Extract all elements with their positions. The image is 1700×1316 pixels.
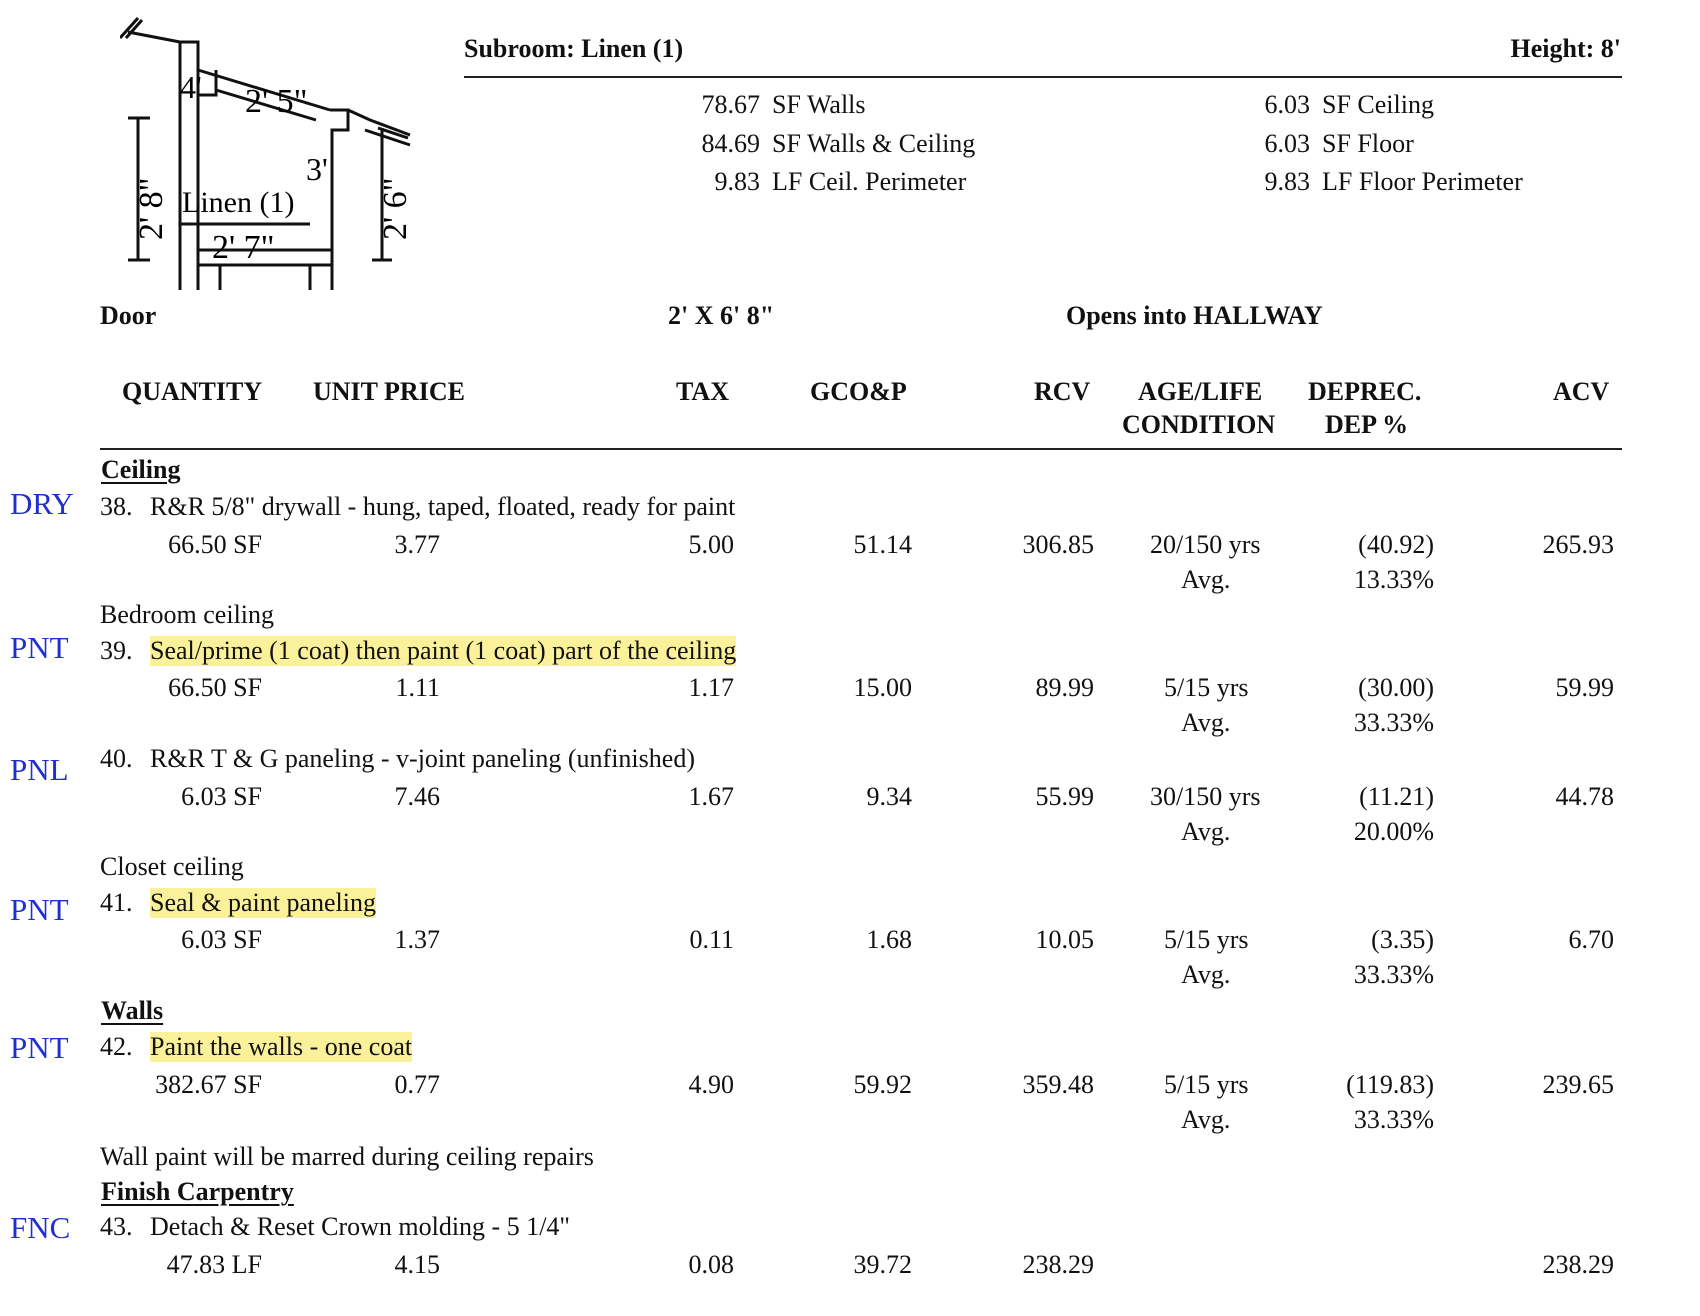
header-dep-pct: DEP % [1325,410,1409,439]
sketch-dim-bottom: 2' 7" [212,229,275,266]
header-deprec: DEPREC. [1308,377,1422,406]
door-opens: Opens into HALLWAY [1066,301,1323,330]
section-walls: Walls [101,996,164,1025]
header-acv: ACV [1553,377,1610,406]
door-label: Door [100,301,157,330]
item-description: Seal/prime (1 coat) then paint (1 coat) part of the ceiling [150,636,737,665]
header-age-life: AGE/LIFE [1138,377,1263,406]
item-description: R&R 5/8" drywall - hung, taped, floated, ready for paint [150,492,736,521]
header-unit-price: UNIT PRICE [313,377,465,406]
note-bedroom-ceiling: Bedroom ceiling [100,600,275,629]
header-divider [100,448,1622,450]
item-code: DRY [10,486,74,521]
note-closet-ceiling: Closet ceiling [100,852,244,881]
sketch-dim-right: 2' 6" [377,177,414,240]
note-wall-paint: Wall paint will be marred during ceiling repairs [100,1142,594,1171]
sketch-dim-top: 2' 5" [245,83,308,120]
item-description: R&R T & G paneling - v-joint paneling (unfinished) [150,744,695,773]
section-ceiling: Ceiling [101,455,181,484]
sketch-dim-top-small: 4' [180,69,202,105]
item-description: Paint the walls - one coat [150,1032,413,1061]
room-sketch [120,10,420,300]
item-code: PNT [10,630,69,665]
subroom-height: Height: 8' [1510,34,1621,63]
item-code: PNL [10,752,69,787]
item-code: PNT [10,1030,69,1065]
subroom-divider [464,76,1622,78]
section-finish-carpentry: Finish Carpentry [101,1177,294,1206]
subroom-title: Subroom: Linen (1) [464,34,684,63]
item-code: FNC [10,1210,71,1245]
header-rcv: RCV [1034,377,1091,406]
header-quantity: QUANTITY [122,377,263,406]
item-description: Seal & paint paneling [150,888,377,917]
item-code: PNT [10,892,69,927]
sketch-room-label: Linen (1) [182,186,295,219]
sketch-dim-left: 2' 8" [133,177,170,240]
sketch-dim-right-small: 3' [306,151,328,187]
header-tax: TAX [676,377,729,406]
header-gcop: GCO&P [810,377,907,406]
door-size: 2' X 6' 8" [668,301,775,330]
header-condition: CONDITION [1122,410,1276,439]
item-description: Detach & Reset Crown molding - 5 1/4" [150,1212,571,1241]
